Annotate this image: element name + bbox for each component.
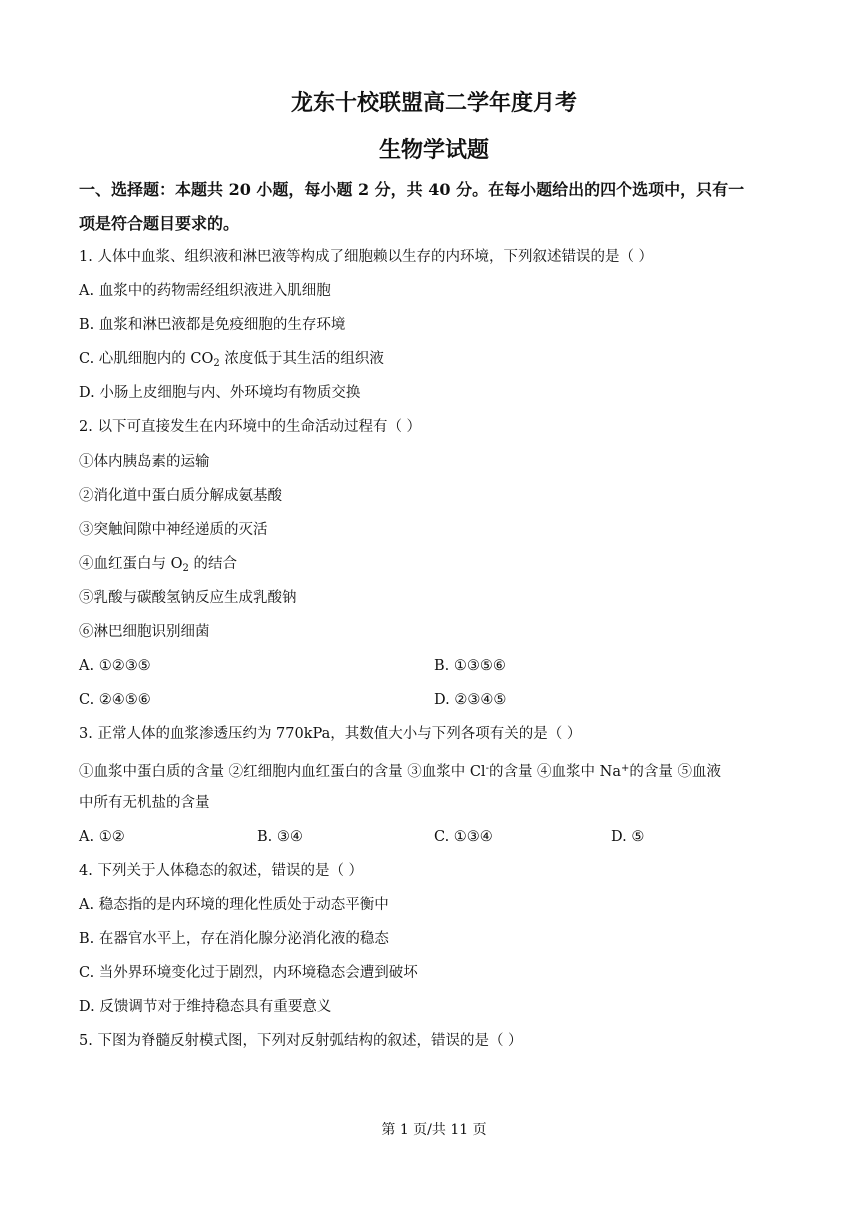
q2-option-c: C. ②④⑤⑥ (79, 692, 151, 708)
q2-item-1: ①体内胰岛素的运输 (79, 454, 210, 470)
q4-option-c: C. 当外界环境变化过于剧烈，内环境稳态会遭到破坏 (79, 965, 418, 981)
q3-items-line2: 中所有无机盐的含量 (79, 795, 210, 811)
q1-option-b: B. 血浆和淋巴液都是免疫细胞的生存环境 (79, 317, 346, 333)
q3-items-line1: ①血浆中蛋白质的含量 ②红细胞内血红蛋白的含量 ③血浆中 Cl-的含量 ④血浆中 Na+的含量 ⑤血液 (79, 763, 722, 780)
q2-item-5: ⑤乳酸与碳酸氢钠反应生成乳酸钠 (79, 590, 297, 606)
q2-item-4: ④血红蛋白与 $O_2$ 的结合 (79, 556, 237, 574)
q2-item-2: ②消化道中蛋白质分解成氨基酸 (79, 488, 282, 504)
q5-stem: 5. 下图为脊髓反射模式图，下列对反射弧结构的叙述，错误的是（ ） (79, 1033, 523, 1049)
section-heading-line1: 一、选择题：本题共 20 小题，每小题 2 分，共 40 分。在每小题给出的四个选项中，只有一 (79, 180, 745, 199)
q3-stem: 3. 正常人体的血浆渗透压约为 770kPa，其数值大小与下列各项有关的是（ ） (79, 726, 582, 742)
q2-option-d: D. ②③④⑤ (434, 692, 507, 708)
q2-option-a: A. ①②③⑤ (79, 658, 151, 674)
q4-stem: 4. 下列关于人体稳态的叙述，错误的是（ ） (79, 863, 364, 879)
q1-option-d: D. 小肠上皮细胞与内、外环境均有物质交换 (79, 385, 361, 401)
q3-option-c: C. ①③④ (434, 829, 493, 845)
q3-option-a: A. ①② (79, 829, 125, 845)
q4-option-b: B. 在器官水平上，存在消化腺分泌消化液的稳态 (79, 931, 389, 947)
q3-option-b: B. ③④ (257, 829, 303, 845)
q3-option-d: D. ⑤ (611, 829, 645, 845)
section-heading-line2: 项是符合题目要求的。 (79, 214, 240, 233)
q2-stem: 2. 以下可直接发生在内环境中的生命活动过程有（ ） (79, 419, 422, 435)
q1-stem: 1. 人体中血浆、组织液和淋巴液等构成了细胞赖以生存的内环境，下列叙述错误的是（ ） (79, 249, 654, 265)
page-footer: 第 1 页/共 11 页 (381, 1122, 487, 1138)
q4-option-a: A. 稳态指的是内环境的理化性质处于动态平衡中 (79, 897, 389, 913)
q1-option-a: A. 血浆中的药物需经组织液进入肌细胞 (79, 283, 331, 299)
q2-option-b: B. ①③⑤⑥ (434, 658, 506, 674)
q2-item-3: ③突触间隙中神经递质的灭活 (79, 522, 268, 538)
q2-item-6: ⑥淋巴细胞识别细菌 (79, 624, 210, 640)
exam-title: 龙东十校联盟高二学年度月考 (290, 90, 577, 116)
q1-option-c: C. 心肌细胞内的 $CO_2$ 浓度低于其生活的组织液 (79, 351, 384, 369)
q4-option-d: D. 反馈调节对于维持稳态具有重要意义 (79, 999, 332, 1015)
exam-subtitle: 生物学试题 (378, 137, 489, 163)
